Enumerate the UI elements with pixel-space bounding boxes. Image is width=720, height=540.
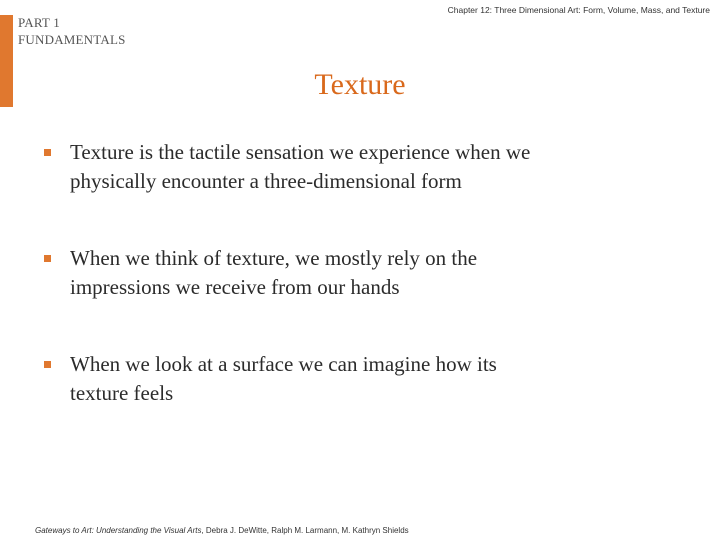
footer-authors: , Debra J. DeWitte, Ralph M. Larmann, M. Kathryn Shields xyxy=(201,526,409,535)
bullet-text-line1: Texture is the tactile sensation we experience when we xyxy=(70,140,531,164)
part-number: PART 1 xyxy=(18,15,60,30)
square-bullet-icon xyxy=(44,149,51,156)
part-label xyxy=(18,14,126,48)
bullet-text-line2: physically encounter a three-dimensional form xyxy=(70,169,462,193)
bullet-text-line2: texture feels xyxy=(70,381,174,405)
square-bullet-icon xyxy=(44,255,51,262)
bullet-text-line2: impressions we receive from our hands xyxy=(70,275,400,299)
slide-title: Texture xyxy=(314,68,406,101)
bullet-list xyxy=(43,138,683,456)
bullet-text-line1: When we think of texture, we mostly rely on the xyxy=(70,246,478,270)
footer-book-title: Gateways to Art: Understanding the Visual Arts xyxy=(35,526,202,535)
bullet-item xyxy=(43,138,683,196)
square-bullet-icon xyxy=(44,361,51,368)
bullet-text-line1: When we look at a surface we can imagine how its xyxy=(70,352,497,376)
chapter-header: Chapter 12: Three Dimensional Art: Form, Volume, Mass, and Texture xyxy=(447,5,710,15)
bullet-item xyxy=(43,244,683,302)
footer-citation xyxy=(35,526,409,535)
part-name: FUNDAMENTALS xyxy=(18,32,126,47)
bullet-item xyxy=(43,350,683,408)
